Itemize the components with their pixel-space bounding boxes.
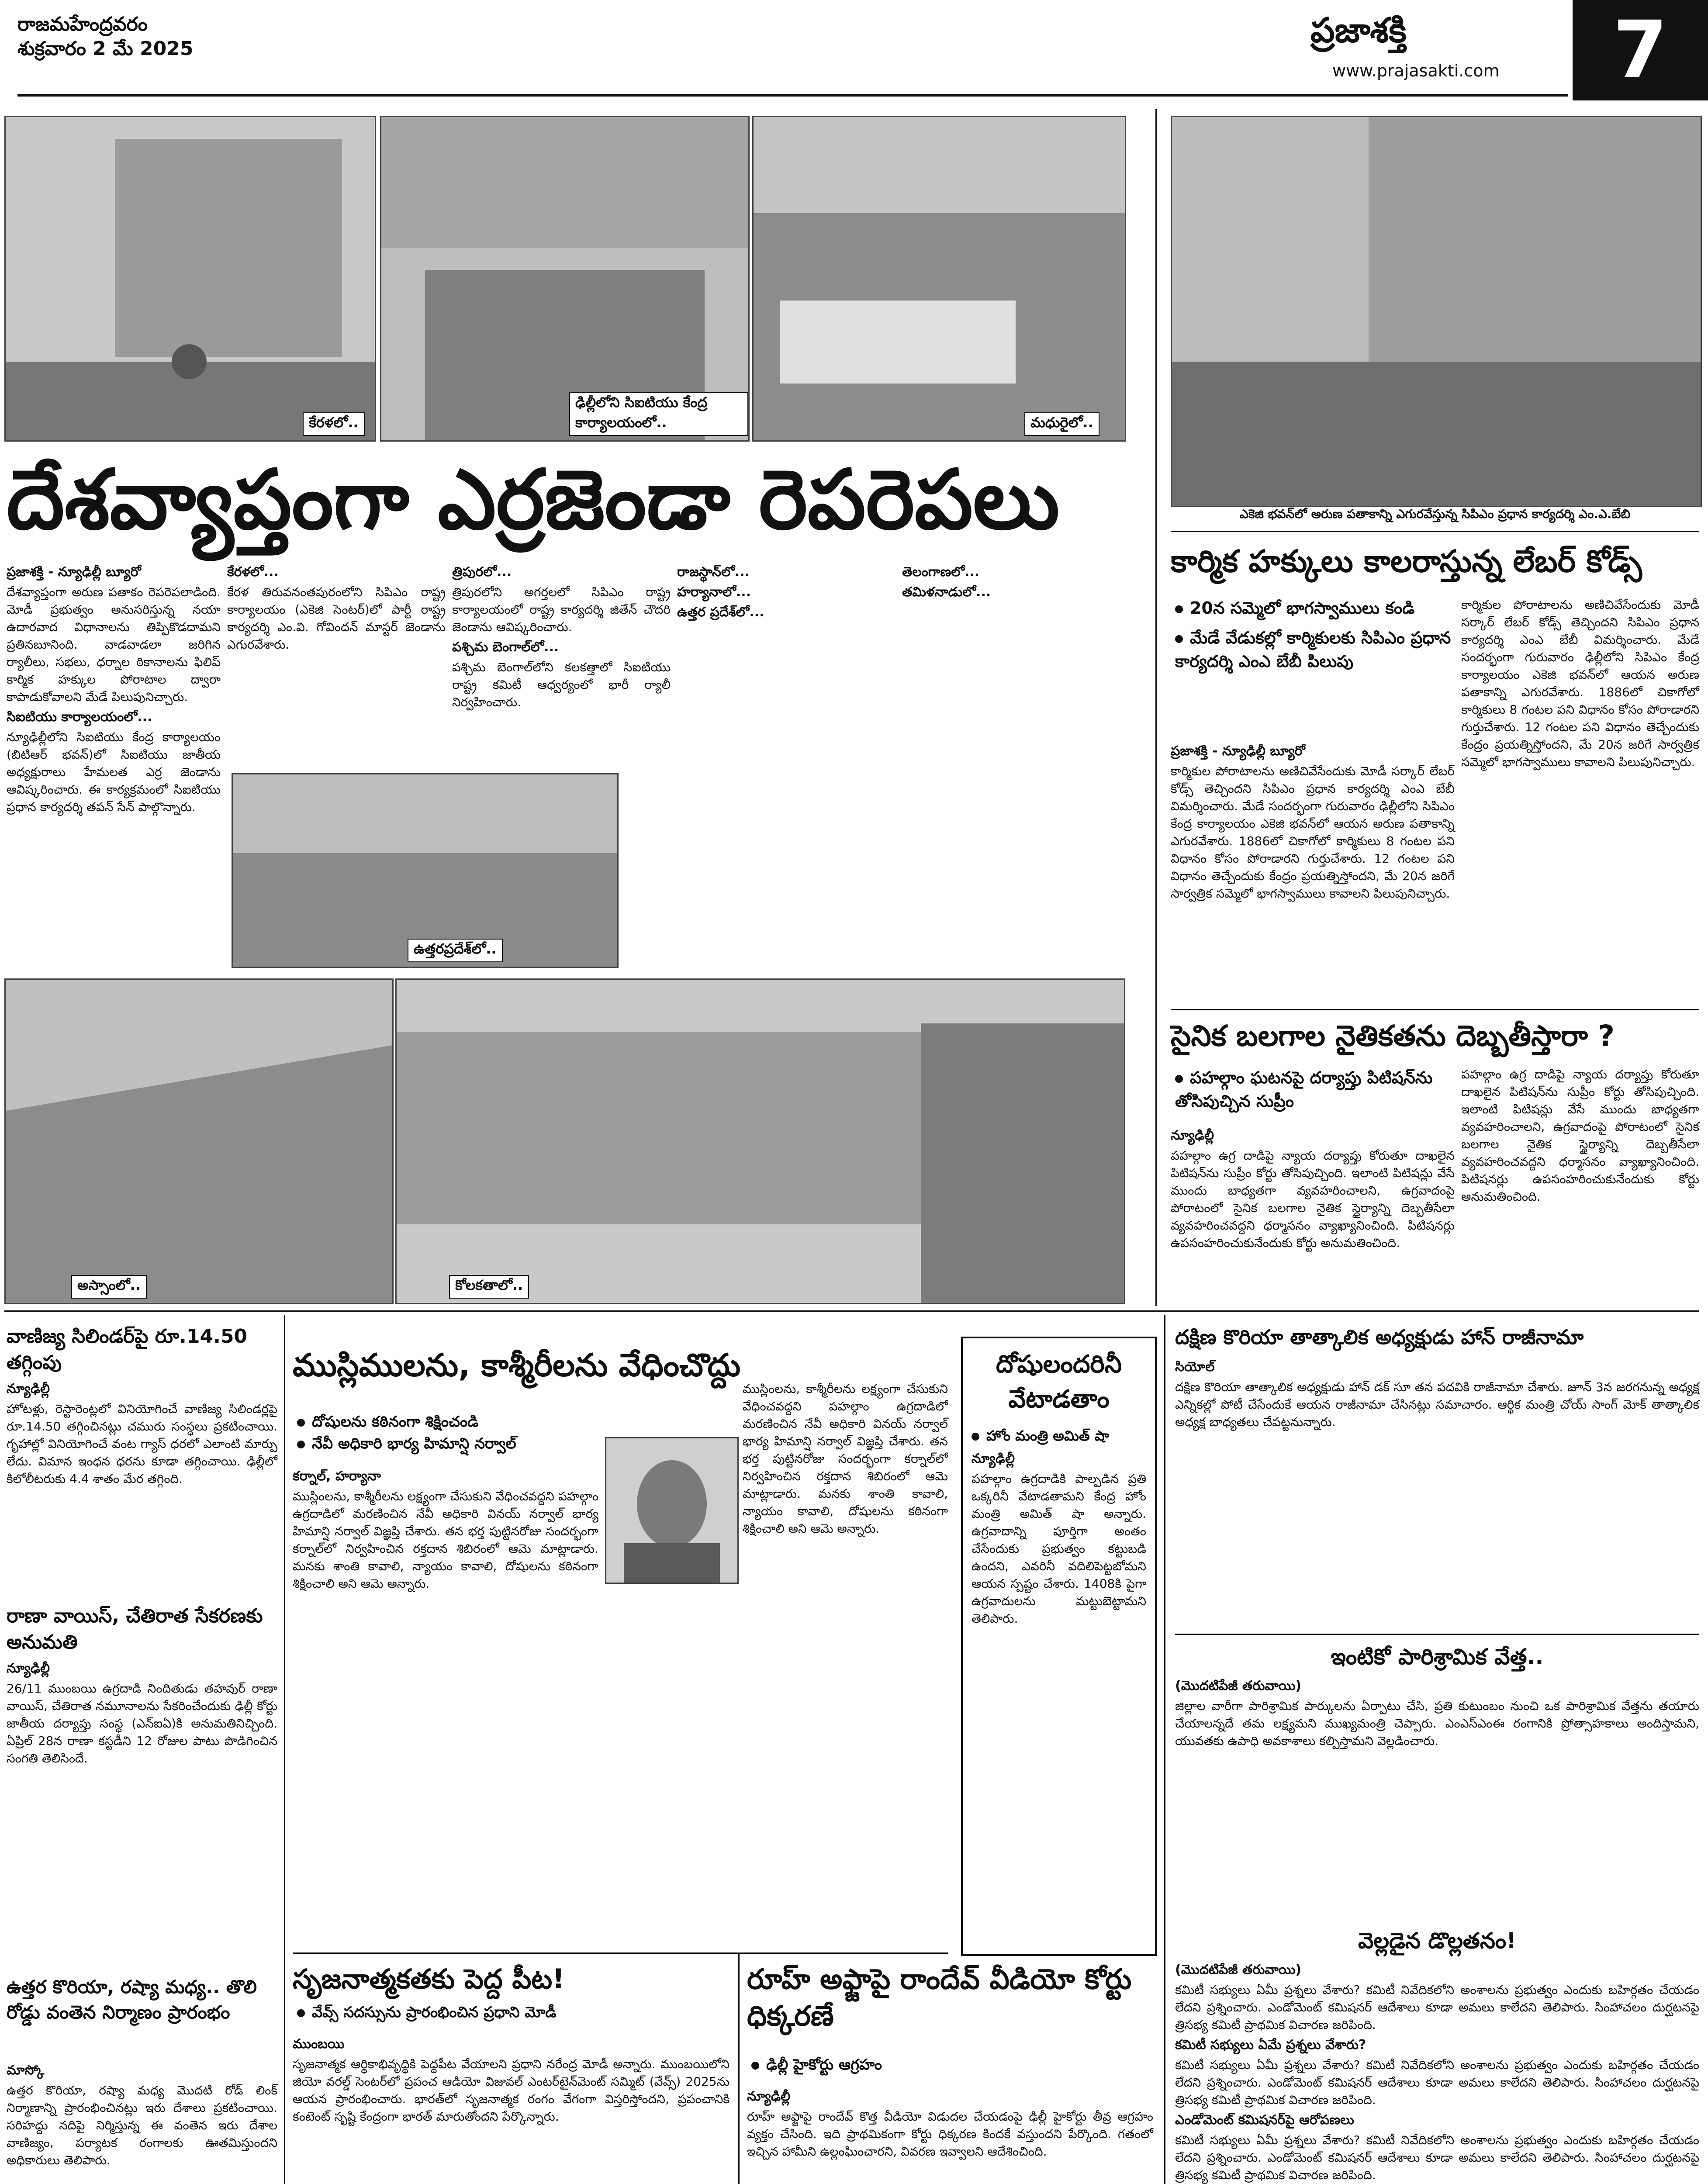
- bullet-text: ఢిల్లీ హైకోర్టు ఆగ్రహం: [766, 2056, 882, 2073]
- photo-caption: కోలకతాలో..: [449, 1275, 529, 1299]
- paragraph: కార్మికుల పోరాటాలను అణిచివేసేందుకు మోడీ సర్కార్ లేబర్ కోడ్స్ తెచ్చిందని సిపిఎం ప్రధాన కార్యదర్శి ఎంఎ బేబీ విమర్శించారు. మేడే సందర్భంగా గురువారం ఢిల్లీలోని సిపిఎం కేంద్ర కార్యాలయం ఎకెజి భవన్‌లో ఆయన అరుణ పతాకాన్ని ఎగురవేశారు. 1886లో చికాగోలో కార్మికులు 8 గంటల పని విధానం కోసం పోరాడారని గుర్తుచేశారు. 12 గంటల పని విధానం తెచ్చేందుకు కేంద్రం ప్రయత్నిస్తోందని, మే 20న జరిగే సార్వత్రిక సమ్మెలో భాగస్వాములు కావాలని పిలుపునిచ్చారు.: [1171, 764, 1455, 901]
- waves-body: [293, 2035, 730, 2184]
- subhead: సిఐటియు కార్యాలయంలో...: [7, 709, 152, 725]
- byline: ప్రజాశక్తి - న్యూఢిల్లీ బ్యూరో: [7, 564, 141, 580]
- korea-headline: దక్షిణ కొరియా తాత్కాలిక అధ్యక్షుడు హాన్ రాజీనామా: [1175, 1325, 1584, 1349]
- waves-bullet: [297, 2001, 734, 2024]
- bullet-point: 20న సమ్మెలో భాగస్వాములు కండి: [1175, 596, 1455, 620]
- dollar-headline: వెల్లడైన డొల్లతనం!: [1358, 1928, 1517, 1953]
- paragraph: త్రిపురలోని అగర్తలలో సిపిఎం రాష్ట్ర కార్యాలయంలో రాష్ట్ర కార్యదర్శి జితేన్ చౌదరి జెండాను ఆవిష్కరించారు.: [452, 585, 671, 634]
- main-story-col5: [902, 563, 1120, 769]
- brand-logo: ప్రజాశక్తి: [1310, 11, 1407, 50]
- subhead: కమిటీ సభ్యులు ఏమే ప్రశ్నలు వేశారు?: [1175, 2037, 1366, 2053]
- masthead-edition: [17, 12, 194, 61]
- photo-delhi-citu: [380, 116, 750, 442]
- muslims-headline: ముస్లిములను, కాశ్మీరీలను వేధించొద్దు: [293, 1347, 741, 1383]
- subhead: తమిళనాడులో...: [902, 584, 991, 600]
- main-headline: దేశవ్యాప్తంగా ఎర్రజెండా రెపరెపలు: [7, 452, 1060, 548]
- amit-body: [972, 1450, 1146, 1887]
- byline: సియోల్: [1175, 1359, 1215, 1375]
- paragraph: ముస్లింలను, కాశ్మీరీలను లక్ష్యంగా చేసుకుని వేధించవద్దని పహల్గాం ఉగ్రదాడిలో మరణించిన నేవీ అధికారి వినయ్ నర్వాల్ భార్య హిమాన్షి నర్వాల్ విజ్ఞప్తి చేశారు. తన భర్త పుట్టినరోజు సందర్భంగా కర్నాల్‌లో నిర్వహించిన రక్తదాన శిబిరంలో ఆమె మాట్లాడారు. మనకు శాంతి కావాలి, న్యాయం కావాలి, దోషులను కఠినంగా శిక్షించాలి అని ఆమె అన్నారు.: [293, 1489, 598, 1591]
- subhead: త్రిపురలో...: [452, 564, 512, 580]
- main-story-col2: [227, 563, 446, 769]
- photo-madurai: [752, 116, 1126, 442]
- photo-akg-bhavan: [1171, 116, 1702, 507]
- page-number: 7: [1573, 0, 1708, 100]
- army-headline: సైనిక బలగాల నైతికతను దెబ్బతీస్తారా ?: [1171, 1019, 1615, 1053]
- paragraph: న్యూఢిల్లీలోని సిఐటియు కేంద్ర కార్యాలయం (బిటిఆర్ భవన్)లో సిఐటియు జాతీయ అధ్యక్షురాలు హేమలత ఎర్ర జెండాను ఆవిష్కరించారు. ఈ కార్యక్రమంలో సిఐటియు ప్రధాన కార్యదర్శి తపన్ సేన్ పాల్గొన్నారు.: [7, 730, 221, 814]
- paragraph: పశ్చిమ బెంగాల్‌లోని కలకత్తాలో సిఐటియు రాష్ట్ర కమిటీ ఆధ్వర్యంలో భారీ ర్యాలీ నిర్వహించారు.: [452, 660, 671, 709]
- header-rule: [17, 94, 1568, 97]
- ramdev-headline: రూహ్ అఫ్జాపై రాందేవ్ వీడియో కోర్టు ధిక్కరణే: [747, 1963, 1132, 2032]
- byline: (మొదటిపేజీ తరువాయి): [1175, 1962, 1302, 1977]
- ramdev-bullet: [751, 2053, 1153, 2077]
- korea-russia-headline: ఉత్తర కొరియా, రష్యా మధ్య.. తొలి రోడ్డు వంతెన నిర్మాణం ప్రారంభం: [7, 1976, 257, 2023]
- muslims-col2: [743, 1380, 948, 1948]
- website-url: www.prajasakti.com: [1332, 61, 1500, 80]
- korea-russia-body: [7, 2062, 277, 2184]
- amit-headline: దోషులందరినీ వేటాడతాం: [996, 1350, 1122, 1413]
- muslims-bullets: [297, 1411, 598, 1455]
- paragraph: జిల్లాల వారీగా పారిశ్రామిక పార్కులను ఏర్పాటు చేసి, ప్రతి కుటుంబం నుంచి ఒక పారిశ్రామిక వేత్తను తయారు చేయాలన్నదే తమ లక్ష్యమని ముఖ్యమంత్రి చెప్పారు. ఎంఎస్ఎంఈ రంగానికి ప్రోత్సాహకాలు అందిస్తామని, యువతకు ఉపాధి అవకాశాలు కల్పిస్తామని వెల్లడించారు.: [1175, 1699, 1699, 1748]
- army-col1: [1171, 1127, 1455, 1302]
- byline: మాస్కో: [7, 2063, 45, 2078]
- subhead: తెలంగాణలో...: [902, 564, 980, 580]
- subhead: పశ్చిమ బెంగాల్‌లో...: [452, 639, 559, 655]
- main-story-col4: [677, 563, 895, 769]
- paragraph: ఉత్తర కొరియా, రష్యా మధ్య మొదటి రోడ్ లింక్ నిర్మాణాన్ని ప్రారంభించినట్లు ఇరు దేశాలు ప్రకటించాయి. సరిహద్దు నదిపై నిర్మిస్తున్న ఈ వంతెన ఇరు దేశాల వాణిజ్యం, పర్యాటక రంగాలకు ఊతమిస్తుందని అధికారులు తెలిపారు.: [7, 2083, 277, 2167]
- column-rule: [738, 1952, 740, 2184]
- edition-section: రాజమహేంద్రవరం: [17, 13, 148, 35]
- photo-caption: కేరళలో..: [303, 412, 365, 436]
- labour-codes-col2: [1461, 596, 1699, 1002]
- divider: [293, 1952, 948, 1954]
- bullet-point: హోం మంత్రి అమిత్ షా: [972, 1426, 1146, 1446]
- paragraph: దక్షిణ కొరియా తాత్కాలిక అధ్యక్షుడు హాన్ డక్ సూ తన పదవికి రాజీనామా చేశారు. జూన్ 3న జరగనున్న అధ్యక్ష ఎన్నికల్లో పోటీ చేసేందుకే ఆయన రాజీనామా చేసినట్లు సమాచారం. ఆర్థిక మంత్రి చోయ్ సాంగ్ మోక్ తాత్కాలిక అధ్యక్ష బాధ్యతలు చేపట్టనున్నారు.: [1175, 1380, 1699, 1429]
- army-bullet: [1175, 1066, 1455, 1113]
- paragraph: సృజనాత్మక ఆర్థికాభివృద్ధికి పెద్దపీట వేయాలని ప్రధాని నరేంద్ర మోడీ అన్నారు. ముంబయిలోని జియో వరల్డ్ సెంటర్‌లో ప్రపంచ ఆడియో విజువల్ ఎంటర్‌టైన్‌మెంట్ సమ్మిట్ (వేవ్స్) 2025ను ఆయన ప్రారంభించారు. భారత్‌లో సృజనాత్మక రంగం వేగంగా విస్తరిస్తోందని, ప్రపంచానికి కంటెంట్ సృష్టి కేంద్రంగా భారత్ మారుతోందని పేర్కొన్నారు.: [293, 2057, 730, 2124]
- waves-headline: సృజనాత్మకతకు పెద్ద పీట!: [293, 1963, 565, 1995]
- rana-body: [7, 1660, 277, 1966]
- subhead: కేరళలో...: [227, 564, 279, 580]
- edition-date: శుక్రవారం 2 మే 2025: [17, 38, 194, 60]
- subhead: రాజస్థాన్‌లో...: [677, 564, 750, 580]
- amit-shah-box: [961, 1337, 1157, 1956]
- paragraph: దేశవ్యాప్తంగా అరుణ పతాకం రెపరెపలాడింది. మోడీ ప్రభుత్వం అనుసరిస్తున్న నయా ఉదారవాద విధానాలను తిప్పికొడదామని ప్రతినబూనింది. వాడవాడలా జరిగిన ర్యాలీలు, సభలు, ధర్నాల ఠికానాలను ఫిలిప్ కార్మిక హక్కుల పోరాటాల ద్వారా కాపాడుకోవాలని మేడే పిలుపునిచ్చారు.: [7, 585, 221, 704]
- paragraph: కమిటీ సభ్యులు ఏమీ ప్రశ్నలు వేశారు? కమిటీ నివేదికలోని అంశాలను ప్రభుత్వం ఎందుకు బహిర్గతం చేయడం లేదని ప్రశ్నించారు. ఎండోమెంట్ కమిషనర్ ఆదేశాలు కూడా అమలు కాలేదని తెలిపారు. సింహాచలం దుర్ఘటనపై త్రిసభ్య కమిటీ ప్రాథమిక విచారణ జరిపింది.: [1175, 2133, 1699, 2182]
- cylinder-body: [7, 1380, 277, 1590]
- paragraph: పహల్గాం ఉగ్రదాడికి పాల్పడిన ప్రతి ఒక్కరినీ వేటాడతామని కేంద్ర హోం మంత్రి అమిత్ షా అన్నారు. ఉగ్రవాదాన్ని పూర్తిగా అంతం చేసేందుకు ప్రభుత్వం కట్టుబడి ఉందని, ఎవరినీ వదిలిపెట్టబోమని ఆయన స్పష్టం చేశారు. 1408కి పైగా ఉగ్రవాదులను మట్టుబెట్టామని తెలిపారు.: [972, 1472, 1146, 1626]
- photo-uttar-pradesh: [232, 773, 619, 968]
- dollar-body: [1175, 1961, 1699, 2184]
- byline: (మొదటిపేజీ తరువాయి): [1175, 1678, 1302, 1693]
- photo-caption: అస్సాంలో..: [71, 1275, 147, 1299]
- column-rule: [1155, 109, 1157, 1306]
- labour-codes-bullets: [1175, 596, 1455, 673]
- photo-himanshi: [605, 1437, 739, 1584]
- byline: న్యూఢిల్లీ: [1171, 1128, 1214, 1143]
- photo-caption: ఎకెజి భవన్‌లో అరుణ పతాకాన్ని ఎగురవేస్తున్న సిపిఎం ప్రధాన కార్యదర్శి ఎం.ఎ.బేబి: [1239, 507, 1631, 521]
- bullet-point: మేడే వేడుకల్లో కార్మికులకు సిపిఎం ప్రధాన కార్యదర్శి ఎంఎ బేబీ పిలుపు: [1175, 628, 1451, 671]
- byline: న్యూఢిల్లీ: [7, 1381, 50, 1396]
- paragraph: 26/11 ముంబయి ఉగ్రదాడి నిందితుడు తహవుర్ రాణా వాయిస్, చేతిరాత నమూనాలను సేకరించేందుకు ఢిల్లీ కోర్టు జాతీయ దర్యాప్తు సంస్థ (ఎన్ఐఏ)కి అనుమతినిచ్చింది. ఏప్రిల్ 28న రాణా కస్టడీని 12 రోజుల పాటు పొడిగించిన సంగతి తెలిసిందే.: [7, 1681, 277, 1766]
- photo-caption: ఢిల్లీలోని సిఐటియు కేంద్ర కార్యాలయంలో..: [569, 392, 748, 436]
- inti-body: [1175, 1677, 1699, 1922]
- section-rule: [4, 1310, 1699, 1312]
- paragraph: పహల్గాం ఉగ్ర దాడిపై న్యాయ దర్యాప్తు కోరుతూ దాఖలైన పిటిషన్‌ను సుప్రీం కోర్టు తోసిపుచ్చింది. ఇలాంటి పిటిషన్లు వేసే ముందు బాధ్యతగా వ్యవహరించాలని, ఉగ్రవాదంపై పోరాటంలో సైనిక బలగాల నైతిక స్థైర్యాన్ని దెబ్బతీసేలా వ్యవహరించవద్దని ధర్మాసనం వ్యాఖ్యానించింది. పిటిషనర్లు ఉపసంహరించుకునేందుకు కోర్టు అనుమతించింది.: [1171, 1148, 1455, 1250]
- paragraph: ముస్లింలను, కాశ్మీరీలను లక్ష్యంగా చేసుకుని వేధించవద్దని పహల్గాం ఉగ్రదాడిలో మరణించిన నేవీ అధికారి వినయ్ నర్వాల్ భార్య హిమాన్షి నర్వాల్ విజ్ఞప్తి చేశారు. తన భర్త పుట్టినరోజు సందర్భంగా కర్నాల్‌లో నిర్వహించిన రక్తదాన శిబిరంలో ఆమె మాట్లాడారు. మనకు శాంతి కావాలి, న్యాయం కావాలి, దోషులను కఠినంగా శిక్షించాలి అని ఆమె అన్నారు.: [743, 1382, 948, 1536]
- byline: ముంబయి: [293, 2036, 345, 2052]
- photo-caption: మధురైలో..: [1024, 412, 1099, 436]
- column-rule: [284, 1315, 285, 2184]
- labour-codes-col1: [1171, 743, 1455, 1005]
- bullet-point: దోషులను కఠినంగా శిక్షించండి: [297, 1411, 598, 1433]
- subhead: హర్యానాలో...: [677, 584, 751, 600]
- byline: న్యూఢిల్లీ: [7, 1661, 50, 1676]
- paragraph: కేరళ తిరువనంతపురంలోని సిపిఎం రాష్ట్ర కార్యాలయం (ఎకెజి సెంటర్)లో పార్టీ రాష్ట్ర కార్యదర్శి ఎం.వి. గోవిందన్ మాస్టర్ జెండాను ఎగురవేశారు.: [227, 585, 446, 652]
- photo-kerala: [4, 116, 376, 442]
- divider: [1171, 531, 1699, 532]
- ramdev-body: [747, 2088, 1153, 2184]
- army-col2: [1461, 1066, 1699, 1302]
- paragraph: కార్మికుల పోరాటాలను అణిచివేసేందుకు మోడీ సర్కార్ లేబర్ కోడ్స్ తెచ్చిందని సిపిఎం ప్రధాన కార్యదర్శి ఎంఎ బేబీ విమర్శించారు. మేడే సందర్భంగా గురువారం ఢిల్లీలోని సిపిఎం కేంద్ర కార్యాలయం ఎకెజి భవన్‌లో ఆయన అరుణ పతాకాన్ని ఎగురవేశారు. 1886లో చికాగోలో కార్మికులు 8 గంటల పని విధానం కోసం పోరాడారని గుర్తుచేశారు. 12 గంటల పని విధానం తెచ్చేందుకు కేంద్రం ప్రయత్నిస్తోందని, మే 20న జరిగే సార్వత్రిక సమ్మెలో భాగస్వాములు కావాలని పిలుపునిచ్చారు.: [1461, 598, 1699, 769]
- divider: [1171, 1009, 1699, 1010]
- byline: ప్రజాశక్తి - న్యూఢిల్లీ బ్యూరో: [1171, 743, 1305, 759]
- labour-codes-headline: కార్మిక హక్కులు కాలరాస్తున్న లేబర్ కోడ్స్: [1171, 543, 1642, 579]
- bullet-text: వేవ్స్ సదస్సును ప్రారంభించిన ప్రధాని మోడీ: [312, 2004, 557, 2021]
- paragraph: కమిటీ సభ్యులు ఏమీ ప్రశ్నలు వేశారు? కమిటీ నివేదికలోని అంశాలను ప్రభుత్వం ఎందుకు బహిర్గతం చేయడం లేదని ప్రశ్నించారు. ఎండోమెంట్ కమిషనర్ ఆదేశాలు కూడా అమలు కాలేదని తెలిపారు. సింహాచలం దుర్ఘటనపై త్రిసభ్య కమిటీ ప్రాథమిక విచారణ జరిపింది.: [1175, 1983, 1699, 2032]
- rana-headline: రాణా వాయిస్, చేతిరాత సేకరణకు అనుమతి: [7, 1605, 263, 1653]
- byline: న్యూఢిల్లీ: [972, 1451, 1015, 1466]
- bullet-text: పహల్గాం ఘటనపై దర్యాప్తు పిటిషన్‌ను తోసిపుచ్చిన సుప్రీం: [1175, 1068, 1433, 1111]
- paragraph: పహల్గాం ఉగ్ర దాడిపై న్యాయ దర్యాప్తు కోరుతూ దాఖలైన పిటిషన్‌ను సుప్రీం కోర్టు తోసిపుచ్చింది. ఇలాంటి పిటిషన్లు వేసే ముందు బాధ్యతగా వ్యవహరించాలని, ఉగ్రవాదంపై పోరాటంలో సైనిక బలగాల నైతిక స్థైర్యాన్ని దెబ్బతీసేలా వ్యవహరించవద్దని ధర్మాసనం వ్యాఖ్యానించింది. పిటిషనర్లు ఉపసంహరించుకునేందుకు కోర్టు అనుమతించింది.: [1461, 1067, 1699, 1204]
- subhead: ఎండోమెంట్ కమిషనర్‌పై ఆరోపణలు: [1175, 2112, 1354, 2128]
- korea-body: [1175, 1358, 1699, 1629]
- inti-headline: ఇంటికో పారిశ్రామిక వేత్త..: [1331, 1644, 1544, 1669]
- bullet-point: నేవీ అధికారి భార్య హిమాన్షి నర్వాల్: [297, 1433, 598, 1455]
- photo-caption: ఉత్తరప్రదేశ్‌లో..: [408, 939, 503, 962]
- cylinder-headline: వాణిజ్య సిలిండర్‌పై రూ.14.50 తగ్గింపు: [7, 1325, 248, 1374]
- main-story-col1: [7, 563, 221, 814]
- muslims-col1: [293, 1468, 598, 1904]
- paragraph: కమిటీ సభ్యులు ఏమీ ప్రశ్నలు వేశారు? కమిటీ నివేదికలోని అంశాలను ప్రభుత్వం ఎందుకు బహిర్గతం చేయడం లేదని ప్రశ్నించారు. ఎండోమెంట్ కమిషనర్ ఆదేశాలు కూడా అమలు కాలేదని తెలిపారు. సింహాచలం దుర్ఘటనపై త్రిసభ్య కమిటీ ప్రాథమిక విచారణ జరిపింది.: [1175, 2058, 1699, 2107]
- byline: న్యూఢిల్లీ: [747, 2089, 791, 2104]
- subhead: ఉత్తర ప్రదేశ్‌లో...: [677, 605, 764, 620]
- main-story-col3: [452, 563, 671, 769]
- photo-kolkata: [395, 978, 1125, 1304]
- paragraph: రూహ్ అఫ్జాపై రాందేవ్ కొత్త వీడియో విడుదల చేయడంపై ఢిల్లీ హైకోర్టు తీవ్ర ఆగ్రహం వ్యక్తం చేసింది. ఇది ప్రాథమికంగా కోర్టు ధిక్కరణ కిందకే వస్తుందని పేర్కొంది. గతంలో ఇచ్చిన హామీని ఉల్లంఘించారని, వివరణ ఇవ్వాలని ఆదేశించింది.: [747, 2109, 1153, 2159]
- paragraph: హోటళ్లు, రెస్టారెంట్లలో వినియోగించే వాణిజ్య సిలిండర్లపై రూ.14.50 తగ్గించినట్లు చమురు సంస్థలు ప్రకటించాయి. గృహాల్లో వినియోగించే వంట గ్యాస్ ధరలో ఎలాంటి మార్పు లేదు. విమాన ఇంధన ధరను కూడా తగ్గించాయి. ఢిల్లీలో కిలోలీటరుకు 4.4 శాతం మేర తగ్గింది.: [7, 1402, 277, 1486]
- column-rule: [1164, 1315, 1165, 2184]
- divider: [1175, 1634, 1699, 1635]
- byline: కర్నాల్, హర్యానా: [293, 1469, 381, 1484]
- photo-assam: [4, 978, 394, 1304]
